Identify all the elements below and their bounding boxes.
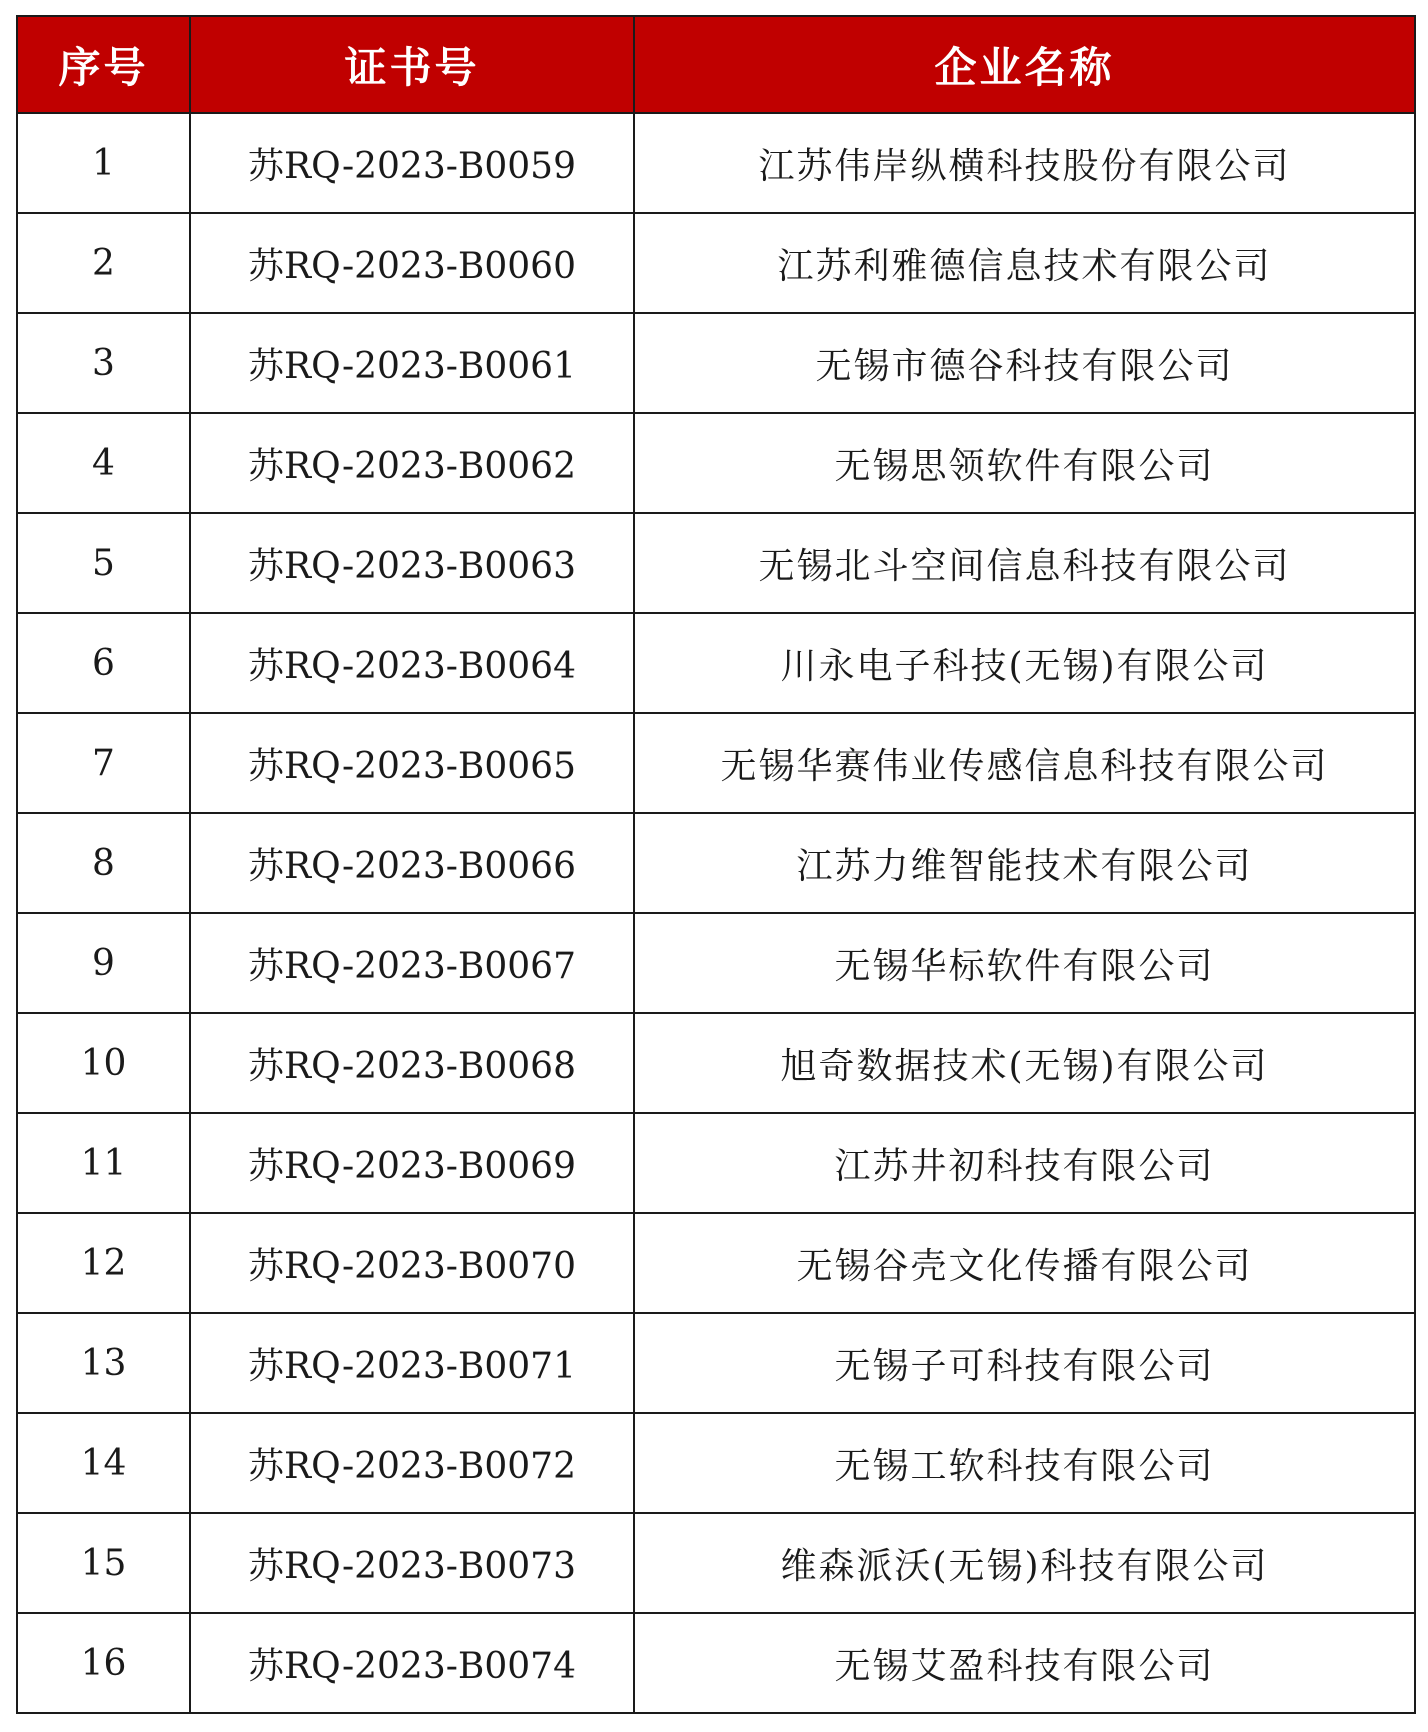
table-row [17, 213, 1415, 313]
row-index-cell: 15 [17, 1513, 190, 1613]
table-row [17, 1213, 1415, 1313]
row-index-cell: 16 [17, 1613, 190, 1713]
row-index-cell: 14 [17, 1413, 190, 1513]
row-index-cell: 9 [17, 913, 190, 1013]
row-company-cell: 无锡华赛伟业传感信息科技有限公司 [634, 713, 1415, 813]
row-index-cell: 1 [17, 113, 190, 213]
table-row [17, 1513, 1415, 1613]
row-company-cell: 无锡子可科技有限公司 [634, 1313, 1415, 1413]
row-index-cell: 11 [17, 1113, 190, 1213]
row-cert-no-cell: 苏RQ-2023-B0064 [190, 613, 634, 713]
row-index-cell: 5 [17, 513, 190, 613]
table-body [17, 113, 1415, 1713]
table-row [17, 1313, 1415, 1413]
table-row [17, 313, 1415, 413]
row-company-cell: 无锡谷壳文化传播有限公司 [634, 1213, 1415, 1313]
row-company-cell: 川永电子科技(无锡)有限公司 [634, 613, 1415, 713]
row-cert-no-cell: 苏RQ-2023-B0063 [190, 513, 634, 613]
row-company-cell: 无锡北斗空间信息科技有限公司 [634, 513, 1415, 613]
row-cert-no-cell: 苏RQ-2023-B0062 [190, 413, 634, 513]
table-row [17, 713, 1415, 813]
table-row [17, 1113, 1415, 1213]
row-company-cell: 维森派沃(无锡)科技有限公司 [634, 1513, 1415, 1613]
row-company-cell: 无锡艾盈科技有限公司 [634, 1613, 1415, 1713]
row-company-cell: 无锡思领软件有限公司 [634, 413, 1415, 513]
row-cert-no-cell: 苏RQ-2023-B0065 [190, 713, 634, 813]
row-cert-no-cell: 苏RQ-2023-B0074 [190, 1613, 634, 1713]
row-cert-no-cell: 苏RQ-2023-B0067 [190, 913, 634, 1013]
header-row [17, 16, 1415, 113]
certificate-table-container [16, 15, 1414, 1714]
row-index-cell: 6 [17, 613, 190, 713]
row-cert-no-cell: 苏RQ-2023-B0072 [190, 1413, 634, 1513]
row-index-cell: 13 [17, 1313, 190, 1413]
table-row [17, 113, 1415, 213]
row-cert-no-cell: 苏RQ-2023-B0059 [190, 113, 634, 213]
row-cert-no-cell: 苏RQ-2023-B0070 [190, 1213, 634, 1313]
row-company-cell: 江苏井初科技有限公司 [634, 1113, 1415, 1213]
row-cert-no-cell: 苏RQ-2023-B0066 [190, 813, 634, 913]
row-cert-no-cell: 苏RQ-2023-B0073 [190, 1513, 634, 1613]
row-cert-no-cell: 苏RQ-2023-B0069 [190, 1113, 634, 1213]
row-company-cell: 无锡工软科技有限公司 [634, 1413, 1415, 1513]
row-cert-no-cell: 苏RQ-2023-B0061 [190, 313, 634, 413]
row-company-cell: 旭奇数据技术(无锡)有限公司 [634, 1013, 1415, 1113]
row-company-cell: 无锡市德谷科技有限公司 [634, 313, 1415, 413]
table-row [17, 1613, 1415, 1713]
row-cert-no-cell: 苏RQ-2023-B0071 [190, 1313, 634, 1413]
row-company-cell: 无锡华标软件有限公司 [634, 913, 1415, 1013]
row-index-cell: 8 [17, 813, 190, 913]
header-cert-no: 证书号 [190, 16, 634, 113]
row-index-cell: 4 [17, 413, 190, 513]
row-index-cell: 10 [17, 1013, 190, 1113]
table-row [17, 913, 1415, 1013]
table-header [17, 16, 1415, 113]
table-row [17, 513, 1415, 613]
row-index-cell: 2 [17, 213, 190, 313]
table-row [17, 1413, 1415, 1513]
row-company-cell: 江苏力维智能技术有限公司 [634, 813, 1415, 913]
header-index: 序号 [17, 16, 190, 113]
table-row [17, 413, 1415, 513]
row-index-cell: 12 [17, 1213, 190, 1313]
row-cert-no-cell: 苏RQ-2023-B0068 [190, 1013, 634, 1113]
header-company: 企业名称 [634, 16, 1415, 113]
table-row [17, 613, 1415, 713]
row-cert-no-cell: 苏RQ-2023-B0060 [190, 213, 634, 313]
table-row [17, 813, 1415, 913]
table-row [17, 1013, 1415, 1113]
row-company-cell: 江苏伟岸纵横科技股份有限公司 [634, 113, 1415, 213]
row-index-cell: 7 [17, 713, 190, 813]
certificate-table [16, 15, 1416, 1714]
row-company-cell: 江苏利雅德信息技术有限公司 [634, 213, 1415, 313]
row-index-cell: 3 [17, 313, 190, 413]
